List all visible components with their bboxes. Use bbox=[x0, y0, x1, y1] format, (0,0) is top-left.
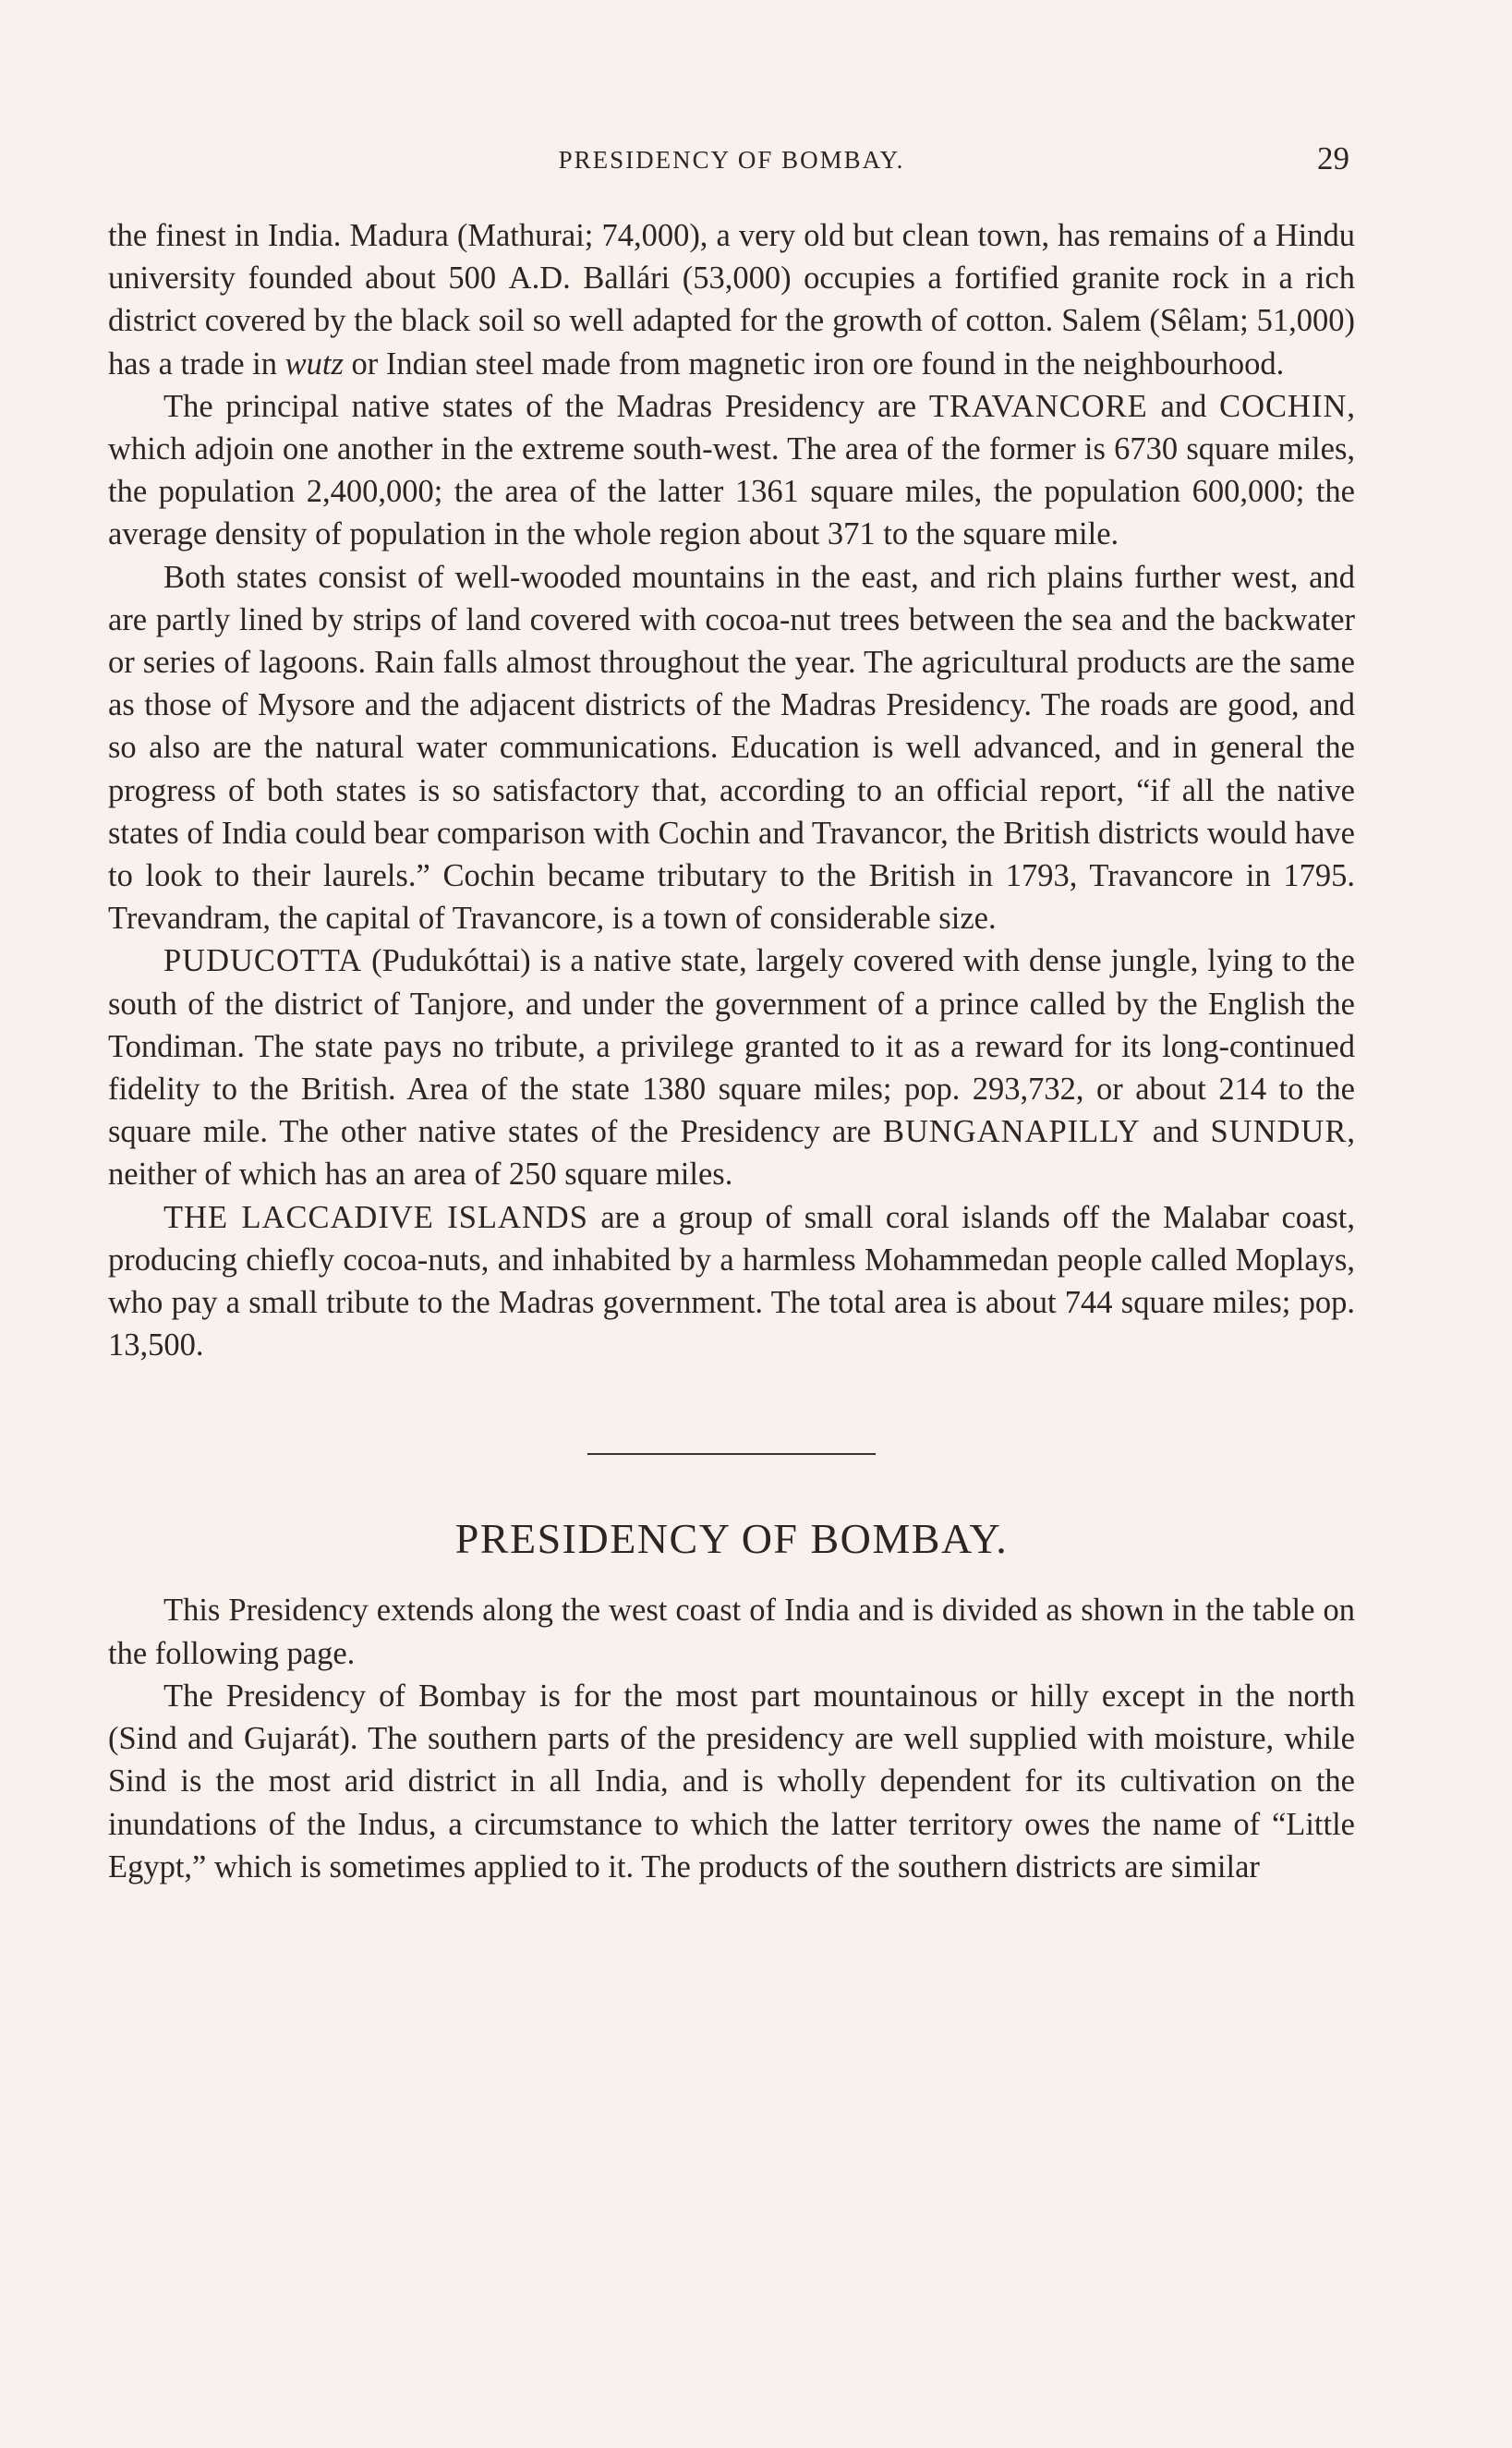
paragraph-native-states bbox=[108, 385, 1355, 556]
state-name-travancore: TRAVANCORE bbox=[928, 388, 1148, 424]
state-name-sundur: SUNDUR bbox=[1210, 1114, 1348, 1150]
running-header bbox=[108, 129, 1355, 203]
paragraph-text: and bbox=[1147, 388, 1220, 424]
paragraph-text: are a group of small coral islands off the Malabar coast, producing chiefly cocoa-nuts, and inhabited by a harmless Mohammedan people called Moplays, who pay a small tribute to the Madras government. The total area is about 744 square miles; pop. 13,500. bbox=[108, 1199, 1355, 1363]
paragraph-text: (Pudukóttai) is a native state, largely covered with dense jungle, lying to the south of the district of Tanjore, and under the government of a prince called by the English the Tondiman. The state pays no tribute, a privilege granted to it as a reward for its long-continued fidelity to the British. Area of the state 1380 square miles; pop. 293,732, or about 214 to the square mile. The other native states of the Presidency are bbox=[108, 943, 1355, 1150]
paragraph-text: and bbox=[1140, 1114, 1211, 1150]
section-heading: PRESIDENCY OF BOMBAY. bbox=[454, 1515, 1009, 1563]
paragraph-text: The principal native states of the Madras Presidency are bbox=[163, 388, 929, 424]
place-name-laccadive: THE LACCADIVE ISLANDS bbox=[163, 1199, 588, 1235]
state-name-bunganapilly: BUNGANAPILLY bbox=[882, 1114, 1141, 1150]
running-title: PRESIDENCY OF BOMBAY. bbox=[558, 146, 905, 174]
paragraph-bombay-intro: This Presidency extends along the west coast of India and is divided as shown in the table on the following page. bbox=[108, 1593, 1355, 1671]
paragraph-text: the finest in India. Madura (Mathurai; 74,000), a very old but clean town, has remains of a Hindu university founded about 500 bbox=[108, 218, 1355, 297]
paragraph-laccadive bbox=[108, 1196, 1355, 1367]
section-divider bbox=[587, 1453, 876, 1455]
paragraph-puducotta bbox=[108, 939, 1355, 1195]
paragraph-text: , neither of which has an area of 250 square miles. bbox=[108, 1114, 1355, 1193]
paragraph-both-states: Both states consist of well-wooded mountains in the east, and rich plains further west, and are partly lined by strips of land covered with cocoa-nut trees between the sea and the backwater or series of lagoons. Rain falls almost throughout the year. The agricultural products are the same as those of Mysore and the adjacent districts of the Madras Presidency. The roads are good, and so also are the natural water communications. Education is well advanced, and in general the progress of both states is so satisfactory that, according to an official report, “if all the native states of India could bear comparison with Cochin and Travancor, the British districts would have to look to their laurels.” Cochin became tributary to the British in 1793, Travancore in 1795. Trevandram, the capital of Travancore, is a town of considerable size. bbox=[108, 559, 1355, 937]
state-name-puducotta: PUDUCOTTA bbox=[163, 943, 363, 979]
page-number: 29 bbox=[1317, 140, 1349, 176]
paragraph-bombay-terrain: The Presidency of Bombay is for the most part mountainous or hilly except in the north (Sind and Gujarát). The southern parts of the presidency are well supplied with moisture, while Sind is the most arid district in all India, and is wholly dependent for its cultivation on the inundations of the Indus, a circumstance to which the latter territory owes the name of “Little Egypt,” which is sometimes applied to it. The products of the southern districts are similar bbox=[108, 1678, 1355, 1884]
book-page bbox=[108, 129, 1355, 1888]
italic-term-wutz: wutz bbox=[284, 345, 344, 382]
body-text bbox=[108, 214, 1355, 1888]
era-abbreviation: A.D. bbox=[508, 261, 571, 297]
state-name-cochin: COCHIN bbox=[1219, 388, 1348, 424]
paragraph-text: or Indian steel made from magnetic iron ore found in the neighbourhood. bbox=[343, 345, 1285, 382]
paragraph-madura bbox=[108, 214, 1355, 385]
paragraph-text: , which adjoin one another in the extreme south-west. The area of the former is 6730 square miles, the population 2,400,000; the area of the latter 1361 square miles, the population 600,000; the average density of population in the whole region about 371 to the square mile. bbox=[108, 388, 1355, 552]
paragraph-text: Ballári (53,000) occupies a fortified granite rock in a rich district covered by the black soil so well adapted for the growth of cotton. Salem (Sêlam; 51,000) has a trade in bbox=[108, 261, 1355, 382]
